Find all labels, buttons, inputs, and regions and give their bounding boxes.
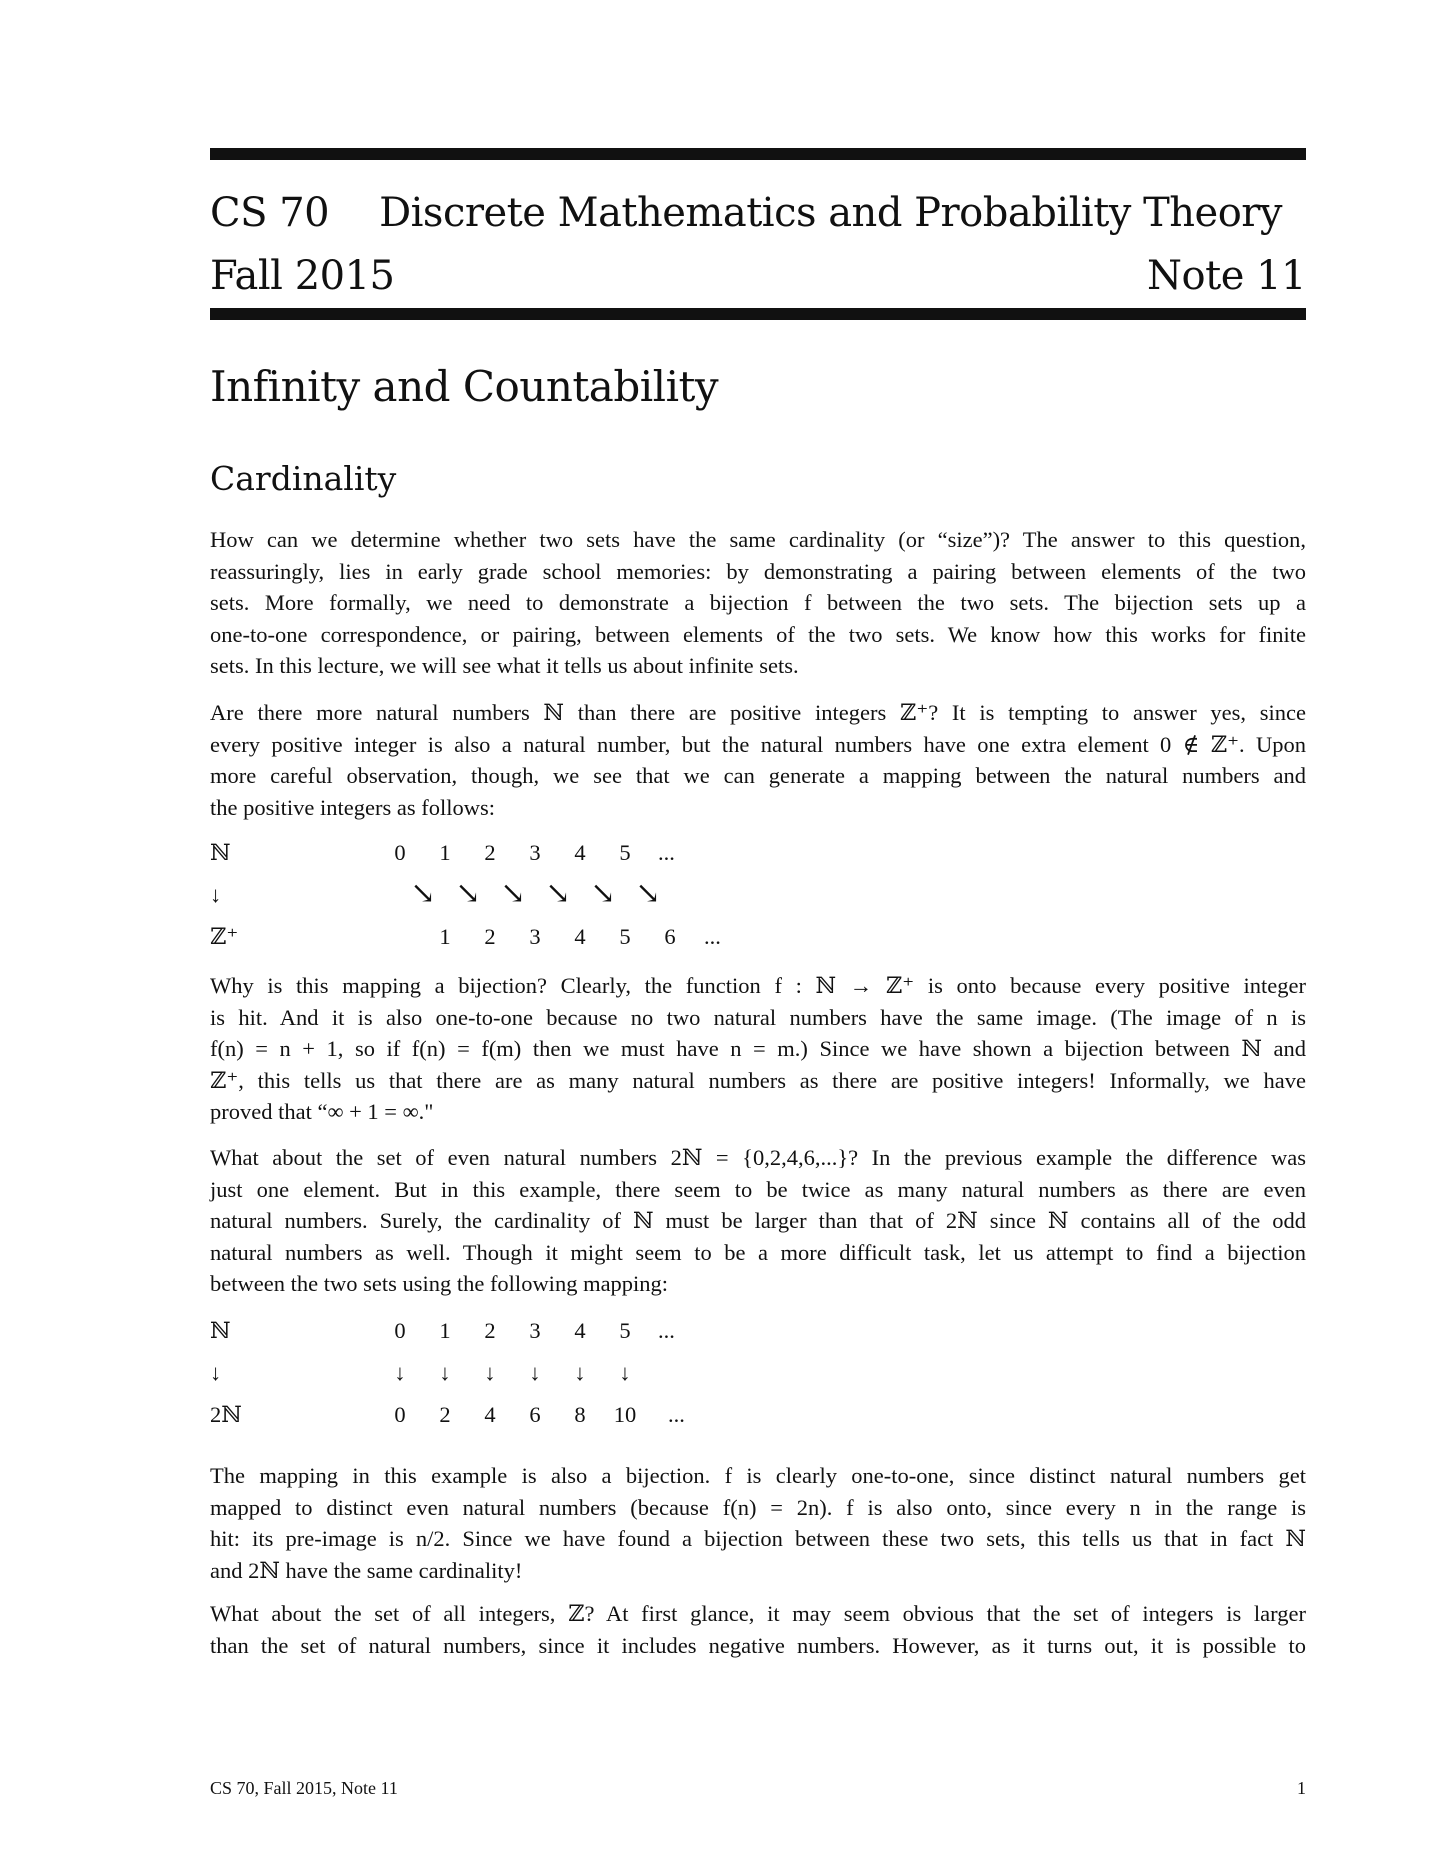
mapping-top-value: 0 [394,1318,406,1343]
text-line: Why is this mapping a bijection? Clearly, the function f : ℕ → ℤ⁺ is onto because every positive integer [210,973,1306,998]
mapping-arrow-label: ↓ [210,882,222,907]
diagonal-arrow-icon: ↘ [635,877,661,910]
mapping-ellipsis: ... [658,1318,675,1343]
text-line: hit: its pre-image is n/2. Since we have found a bijection between these two sets, this tells us that in fact ℕ [210,1526,1306,1551]
text-line: How can we determine whether two sets have the same cardinality (or “size”)? The answer to this question, [210,527,1306,552]
down-arrow-icon: ↓ [529,1360,541,1385]
text-line: between the two sets using the following mapping: [210,1271,669,1296]
text-line: What about the set of all integers, ℤ? At first glance, it may seem obvious that the set of integers is larger [210,1601,1306,1626]
text-line: Are there more natural numbers ℕ than there are positive integers ℤ⁺? It is tempting to answer yes, since [210,700,1306,725]
mapping-top-value: 0 [394,840,406,865]
mapping-bottom-value: 4 [484,1402,496,1427]
text-line: one-to-one correspondence, or pairing, between elements of the two sets. We know how this works for finite [210,621,1306,647]
down-arrow-icon: ↓ [484,1360,496,1385]
mapping-top-value: 4 [574,840,586,865]
text-line: and 2ℕ have the same cardinality! [210,1557,523,1583]
mapping-top-value: 1 [439,1318,451,1343]
course-code: CS 70 [210,190,330,236]
mapping-top-value: 3 [529,840,541,865]
mapping-bottom-value: 8 [574,1402,586,1427]
down-arrow-icon: ↓ [394,1360,406,1385]
mapping-bottom-value: 4 [574,924,586,949]
text-line: sets. In this lecture, we will see what it tells us about infinite sets. [210,653,799,678]
mapping-top-value: 2 [484,840,496,865]
mapping-top-value: 5 [619,1318,631,1343]
text-line: is hit. And it is also one-to-one because no two natural numbers have the same image. (The image of n is [210,1004,1306,1030]
paragraph-all-integers [210,1598,1306,1661]
mapping-arrow-label: ↓ [210,1360,222,1385]
mapping-bottom-label: ℤ⁺ [210,924,239,949]
down-arrow-icon: ↓ [439,1360,451,1385]
text-line: What about the set of even natural numbers 2ℕ = {0,2,4,6,...}? In the previous example the difference was [210,1145,1306,1170]
text-line: the positive integers as follows: [210,794,495,820]
text-line: more careful observation, though, we see that we can generate a mapping between the natural numbers and [210,763,1306,788]
course-term: Fall 2015 [210,253,395,299]
text-line: reassuringly, lies in early grade school memories: by demonstrating a pairing between elements of the two [210,558,1306,584]
mapping-bottom-value: 5 [619,924,631,949]
mapping-top-value: 4 [574,1318,586,1343]
mapping-top-value: 1 [439,840,451,865]
down-arrow-icon: ↓ [574,1360,586,1385]
diagonal-arrow-icon: ↘ [500,877,526,910]
mapping-top-label: ℕ [210,1318,231,1343]
mapping-bottom-label: 2ℕ [210,1402,242,1427]
text-line: mapped to distinct even natural numbers (because f(n) = 2n). f is also onto, since every n in the range is [210,1494,1306,1520]
mapping-bottom-value: 2 [484,924,496,949]
diagonal-arrow-icon: ↘ [590,877,616,910]
text-line: proved that “∞ + 1 = ∞." [210,1099,434,1124]
mapping-bottom-value: 6 [664,924,676,949]
text-line: than the set of natural numbers, since it includes negative numbers. However, as it turns out, it is possible to [210,1632,1306,1658]
mapping-ellipsis: ... [704,924,721,949]
mapping-ellipsis: ... [668,1402,685,1427]
mapping-bottom-value: 1 [439,924,451,949]
paragraph-natural-vs-positive [210,697,1306,823]
mapping-bottom-value: 3 [529,924,541,949]
mapping-top-value: 3 [529,1318,541,1343]
mapping-bottom-value: 6 [529,1402,541,1427]
text-line: every positive integer is also a natural number, but the natural numbers have one extra element 0 ∉ ℤ⁺. Upon [210,731,1306,757]
mapping-top-value: 5 [619,840,631,865]
text-line: natural numbers. Surely, the cardinality of ℕ must be larger than that of 2ℕ since ℕ contains all of the odd [210,1208,1306,1233]
mapping-bottom-value: 0 [394,1402,406,1427]
paragraph-cardinality-intro [210,524,1306,682]
text-line: natural numbers as well. Though it might seem to be a more difficult task, let us attempt to find a bijection [210,1239,1306,1265]
section-title: Cardinality [210,459,397,498]
paragraph-even-bijection [210,1460,1306,1586]
note-number: Note 11 [1147,253,1306,299]
mapping-ellipsis: ... [658,840,675,865]
page-title: Infinity and Countability [210,362,719,411]
diagonal-arrow-icon: ↘ [410,877,436,910]
text-line: The mapping in this example is also a bijection. f is clearly one-to-one, since distinct natural numbers get [210,1463,1306,1488]
text-line: f(n) = n + 1, so if f(n) = f(m) then we must have n = m.) Since we have shown a bijection between ℕ and [210,1036,1306,1061]
footer-page-number: 1 [1297,1778,1306,1798]
text-line: sets. More formally, we need to demonstrate a bijection f between the two sets. The bijection sets up a [210,590,1306,615]
text-line: ℤ⁺, this tells us that there are as many natural numbers as there are positive integers! Informally, we have [210,1067,1306,1093]
mapping-top-label: ℕ [210,840,231,865]
header-bottom-rule [210,308,1306,320]
mapping-top-value: 2 [484,1318,496,1343]
paragraph-even-numbers [210,1142,1306,1300]
text-line: just one element. But in this example, there seem to be twice as many natural numbers as there are even [210,1176,1306,1202]
paragraph-bijection-explanation [210,970,1306,1128]
diagonal-arrow-icon: ↘ [455,877,481,910]
down-arrow-icon: ↓ [619,1360,631,1385]
footer-note-reference: CS 70, Fall 2015, Note 11 [210,1778,398,1798]
diagonal-arrow-icon: ↘ [545,877,571,910]
mapping-bottom-value: 2 [439,1402,451,1427]
header-top-rule [210,148,1306,160]
mapping-bottom-value: 10 [613,1402,637,1427]
course-title: Discrete Mathematics and Probability Theory [379,190,1282,236]
